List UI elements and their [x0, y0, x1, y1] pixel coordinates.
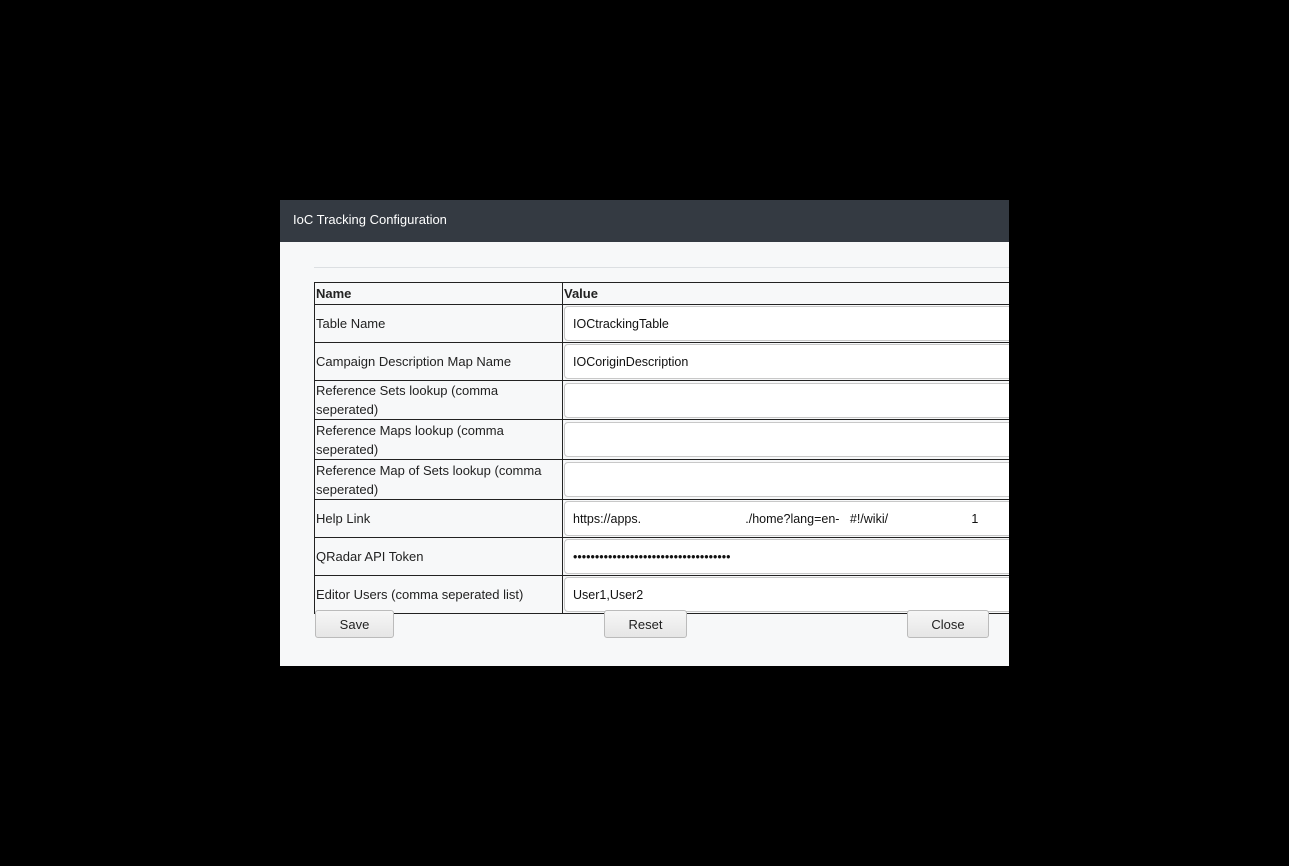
- row-label: Table Name: [315, 305, 563, 343]
- reference-map-of-sets-input[interactable]: [564, 462, 1009, 497]
- row-label: Editor Users (comma seperated list): [315, 576, 563, 614]
- table-row: [315, 305, 1010, 343]
- reference-maps-input[interactable]: [564, 422, 1009, 457]
- row-label: Help Link: [315, 500, 563, 538]
- close-button[interactable]: Close: [907, 610, 989, 638]
- row-label: Reference Map of Sets lookup (comma seperated): [315, 460, 563, 500]
- save-button[interactable]: Save: [315, 610, 394, 638]
- reference-sets-input[interactable]: [564, 383, 1009, 418]
- table-row: [315, 460, 1010, 500]
- table-row: [315, 343, 1010, 381]
- row-label: Reference Maps lookup (comma seperated): [315, 420, 563, 460]
- table-row: [315, 500, 1010, 538]
- table-row: [315, 538, 1010, 576]
- table-row: [315, 381, 1010, 420]
- table-name-input[interactable]: [564, 306, 1009, 341]
- name-column-header: Name: [315, 283, 563, 305]
- divider: [314, 267, 1009, 268]
- dialog-title: IoC Tracking Configuration: [280, 200, 1009, 242]
- config-table: [314, 282, 1009, 614]
- ioc-config-dialog: [280, 200, 1009, 666]
- row-label: Reference Sets lookup (comma seperated): [315, 381, 563, 420]
- table-row: [315, 420, 1010, 460]
- editor-users-input[interactable]: [564, 577, 1009, 612]
- value-column-header: Value: [563, 283, 1010, 305]
- table-row: [315, 576, 1010, 614]
- help-link-input[interactable]: [564, 501, 1009, 536]
- row-label: Campaign Description Map Name: [315, 343, 563, 381]
- campaign-description-map-input[interactable]: [564, 344, 1009, 379]
- api-token-input[interactable]: [564, 539, 1009, 574]
- reset-button[interactable]: Reset: [604, 610, 687, 638]
- table-header: [315, 283, 1010, 305]
- row-label: QRadar API Token: [315, 538, 563, 576]
